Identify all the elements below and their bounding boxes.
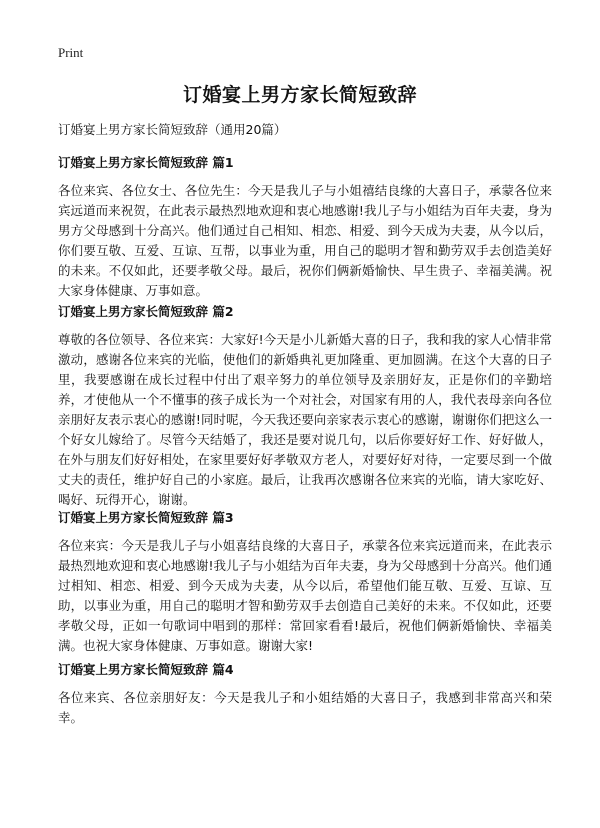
section-paragraph-3: 各位来宾：今天是我儿子与小姐喜结良缘的大喜日子，承蒙各位来宾远道而来，在此表示最热烈地欢迎和衷心地感谢!我儿子与小姐结为百年夫妻，身为父母感到十分高兴。他们通过相知、相恋、相爱、到今天成为夫妻，从今以后，希望他们能互敬、互爱、互谅、互助，以事业为重，用自己的聪明才智和勤劳双手去创造自己美好的未来。不仅如此，还要孝敬父母，正如一句歌词中唱到的那样：常回家看看!最后，祝他们俩新婚愉快、幸福美满。也祝大家身体健康、万事如意。谢谢大家! — [58, 538, 552, 653]
section-heading-4: 订婚宴上男方家长简短致辞 篇4 — [58, 662, 234, 677]
section-paragraph-2: 尊敬的各位领导、各位来宾：大家好!今天是小儿新婚大喜的日子，我和我的家人心情非常激动，感谢各位来宾的光临，使他们的新婚典礼更加隆重、更加圆满。在这个大喜的日子里，我要感谢在成长过程中付出了艰辛努力的单位领导及亲朋好友，正是你们的辛勤培养，才使他从一个不懂事的孩子成长为一个对社会，对国家有用的人，我代表母亲向各位亲朋好友表示衷心的感谢!同时呢，今天我还要向亲家表示衷心的感谢，谢谢你们把这么一个好女儿嫁给了。尽管今天结婚了，我还是要对说几句，以后你要好好工作、好好做人，在外与朋友们好好相处，在家里要好好孝敬双方老人，对要好好对待，一定要尽到一个做丈夫的责任，维护好自己的小家庭。最后，让我再次感谢各位来宾的光临，请大家吃好、喝好、玩得开心，谢谢。 — [58, 332, 552, 507]
document-subtitle: 订婚宴上男方家长简短致辞（通用20篇） — [58, 122, 287, 137]
document-title: 订婚宴上男方家长简短致辞 — [182, 84, 417, 106]
section-heading-3: 订婚宴上男方家长简短致辞 篇3 — [58, 510, 234, 525]
print-link[interactable]: Print — [58, 45, 84, 60]
section-heading-1: 订婚宴上男方家长简短致辞 篇1 — [58, 155, 234, 170]
section-paragraph-4: 各位来宾、各位亲朋好友：今天是我儿子和小姐结婚的大喜日子，我感到非常高兴和荣幸。 — [58, 690, 552, 725]
section-paragraph-1: 各位来宾、各位女士、各位先生：今天是我儿子与小姐禧结良缘的大喜日子，承蒙各位来宾远道而来祝贺，在此表示最热烈地欢迎和衷心地感谢!我儿子与小姐结为百年夫妻，身为男方父母感到十分高兴。他们通过自己相知、相恋、相爱、到今天成为夫妻，从今以后，你们要互敬、互爱、互谅、互帮，以事业为重，用自己的聪明才智和勤劳双手去创造美好的未来。不仅如此，还要孝敬父母。最后，祝你们俩新婚愉快、早生贵子、幸福美满。祝大家身体健康、万事如意。 — [58, 183, 552, 298]
section-heading-2: 订婚宴上男方家长简短致辞 篇2 — [58, 304, 234, 319]
